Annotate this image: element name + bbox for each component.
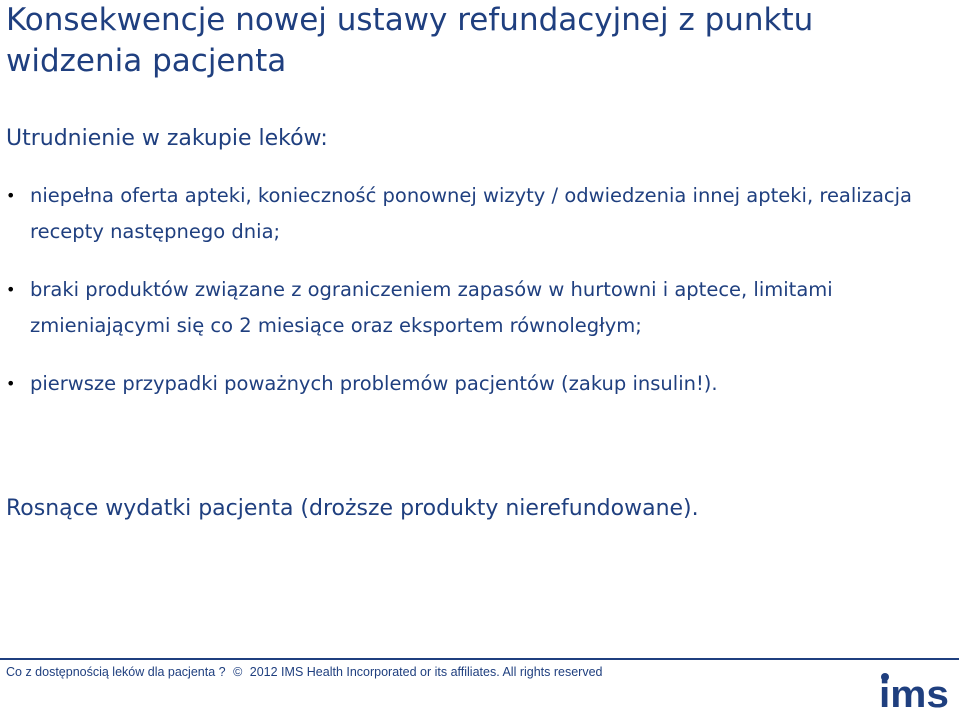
copyright-text: 2012 IMS Health Incorporated or its affiliates. All rights reserved: [249, 665, 603, 679]
bullet-icon: •: [6, 280, 16, 299]
bullet-icon: •: [6, 186, 16, 205]
subheading: Utrudnienie w zakupie leków:: [6, 126, 328, 151]
bottom-statement: Rosnące wydatki pacjenta (droższe produkty nierefundowane).: [6, 496, 699, 521]
slide-title: Konsekwencje nowej ustawy refundacyjnej z punktu widzenia pacjenta: [6, 2, 814, 79]
footer: [6, 663, 603, 681]
list-item: [0, 272, 940, 344]
logo-text: ims: [879, 674, 949, 712]
footer-caption: Co z dostępnością leków dla pacjenta ?: [6, 665, 226, 679]
bullet-text: niepełna oferta apteki, konieczność ponownej wizyty / odwiedzenia innej apteki, realizacja recepty następnego dnia;: [30, 184, 912, 243]
bullet-icon: •: [6, 374, 16, 393]
bullet-text: pierwsze przypadki poważnych problemów pacjentów (zakup insulin!).: [30, 372, 718, 395]
footer-divider: [0, 658, 959, 660]
ims-logo: [879, 672, 951, 712]
bullet-list: [0, 178, 940, 424]
bullet-text: braki produktów związane z ograniczeniem zapasów w hurtowni i aptece, limitami zmieniającymi się co 2 miesiące oraz eksportem równoległym;: [30, 278, 833, 337]
list-item: [0, 178, 940, 250]
copyright-symbol: ©: [233, 665, 243, 679]
list-item: [0, 366, 940, 402]
